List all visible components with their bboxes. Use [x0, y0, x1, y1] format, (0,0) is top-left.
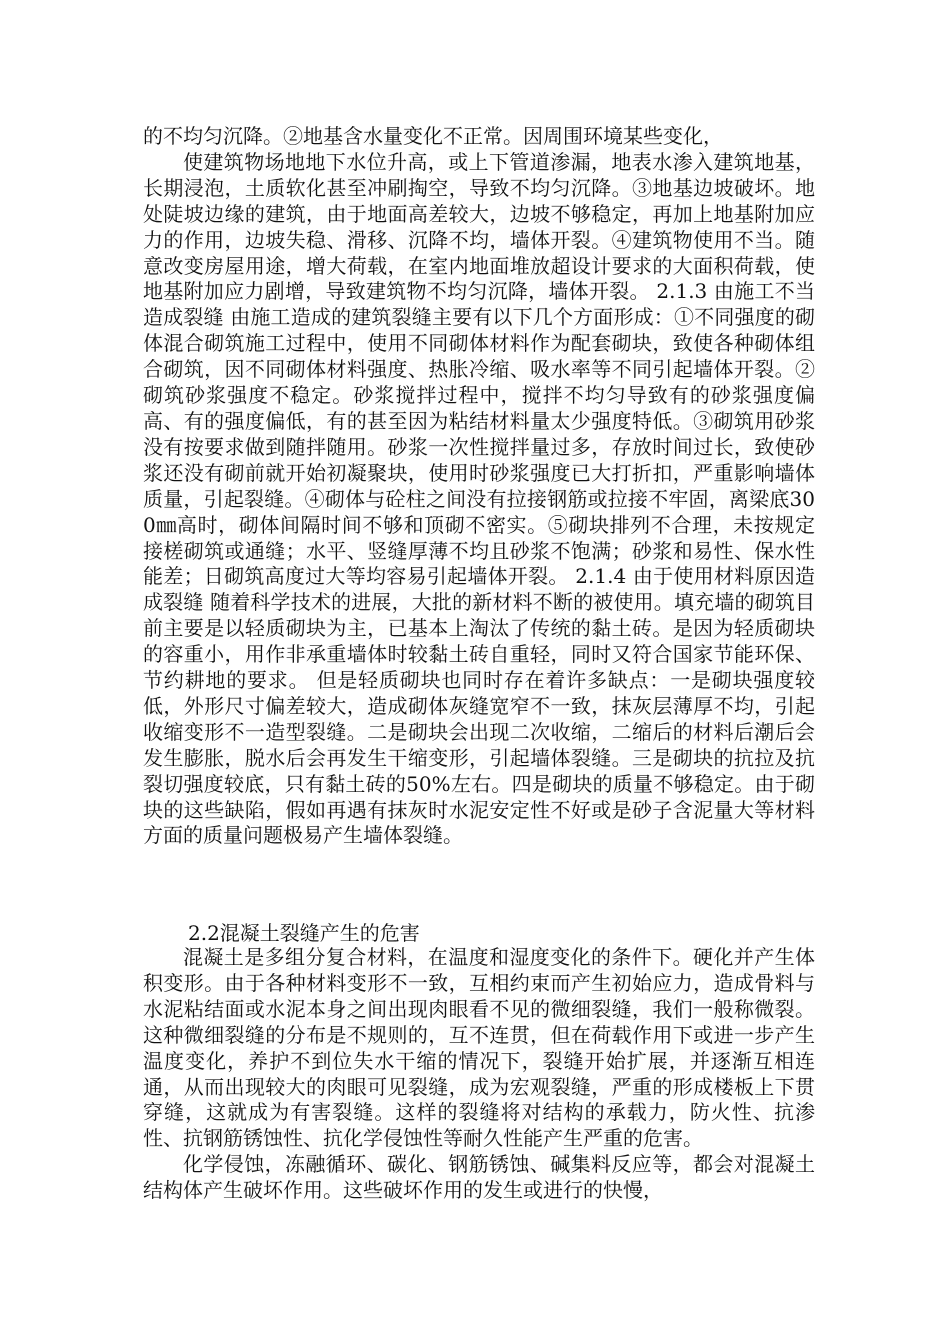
body-paragraph: 混凝土是多组分复合材料，在温度和湿度变化的条件下。硬化并产生体积变形。由于各种材料变形不一致，互相约束而产生初始应力，造成骨料与水泥粘结面或水泥本身之间出现肉眼看不见的微细裂缝，我们一般称微裂。这种微细裂缝的分布是不规则的，互不连贯，但在荷载作用下或进一步产生温度变化，养护不到位失水干缩的情况下，裂缝开始扩展，并逐渐互相连通，从而出现较大的肉眼可见裂缝，成为宏观裂缝，严重的形成楼板上下贯穿缝，这就成为有害裂缝。这样的裂缝将对结构的承载力，防火性、抗渗性、抗钢筋锈蚀性、抗化学侵蚀性等耐久性能产生严重的危害。 [143, 945, 815, 1151]
body-paragraph: 化学侵蚀，冻融循环、碳化、钢筋锈蚀、碱集料反应等，都会对混凝土结构体产生破坏作用。这些破坏作用的发生或进行的快慢， [143, 1152, 815, 1203]
body-paragraph: 的不均匀沉降。②地基含水量变化不正常。因周围环境某些变化， [143, 124, 723, 148]
text-block-lower [143, 945, 815, 1204]
body-paragraph: 使建筑物场地地下水位升高，或上下管道渗漏，地表水渗入建筑地基，长期浸泡，土质软化甚至冲刷掏空，导致不均匀沉降。③地基边坡破坏。地处陡坡边缘的建筑，由于地面高差较大，边坡不够稳定，再加上地基附加应力的作用，边坡失稳、滑移、沉降不均，墙体开裂。④建筑物使用不当。随意改变房屋用途，增大荷载，在室内地面堆放超设计要求的大面积荷载，使地基附加应力剧增，导致建筑物不均匀沉降，墙体开裂。 2.1.3 由施工不当造成裂缝 由施工造成的建筑裂缝主要有以下几个方面形成：①不同强度的砌体混合砌筑施工过程中，使用不同砌体材料作为配套砌块，致使各种砌体组合砌筑，因不同砌体材料强度、热胀冷缩、吸水率等不同引起墙体开裂。②砌筑砂浆强度不稳定。砂浆搅拌过程中，搅拌不均匀导致有的砂浆强度偏高、有的强度偏低，有的甚至因为粘结材料量太少强度特低。③砌筑用砂浆没有按要求做到随拌随用。砂浆一次性搅拌量过多，存放时间过长，致使砂浆还没有砌前就开始初凝聚块，使用时砂浆强度已大打折扣，严重影响墙体质量，引起裂缝。④砌体与砼柱之间没有拉接钢筋或拉接不牢固，离梁底300㎜高时，砌体间隔时间不够和顶砌不密实。⑤砌块排列不合理，未按规定接槎砌筑或通缝；水平、竖缝厚薄不均且砂浆不饱满；砂浆和易性、保水性能差；日砌筑高度过大等均容易引起墙体开裂。 2.1.4 由于使用材料原因造成裂缝 随着科学技术的进展，大批的新材料不断的被使用。填充墙的砌筑目前主要是以轻质砌块为主，已基本上淘汰了传统的黏土砖。是因为轻质砌块的容重小，用作非承重墙体时较黏土砖自重轻，同时又符合国家节能环保、节约耕地的要求。 但是轻质砌块也同时存在着许多缺点：一是砌块强度较低，外形尺寸偏差较大，造成砌体灰缝宽窄不一致，抹灰层薄厚不均，引起收缩变形不一造型裂缝。二是砌块会出现二次收缩，二缩后的材料后潮后会发生膨胀，脱水后会再发生干缩变形，引起墙体裂缝。三是砌块的抗拉及抗裂切强度较底，只有黏土砖的50%左右。四是砌块的质量不够稳定。由于砌块的这些缺陷，假如再遇有抹灰时水泥安定性不好或是砂子含泥量大等材料方面的质量问题极易产生墙体裂缝。 [143, 149, 815, 848]
section-heading: 2.2混凝土裂缝产生的危害 [188, 921, 420, 945]
text-block-upper [143, 124, 815, 849]
